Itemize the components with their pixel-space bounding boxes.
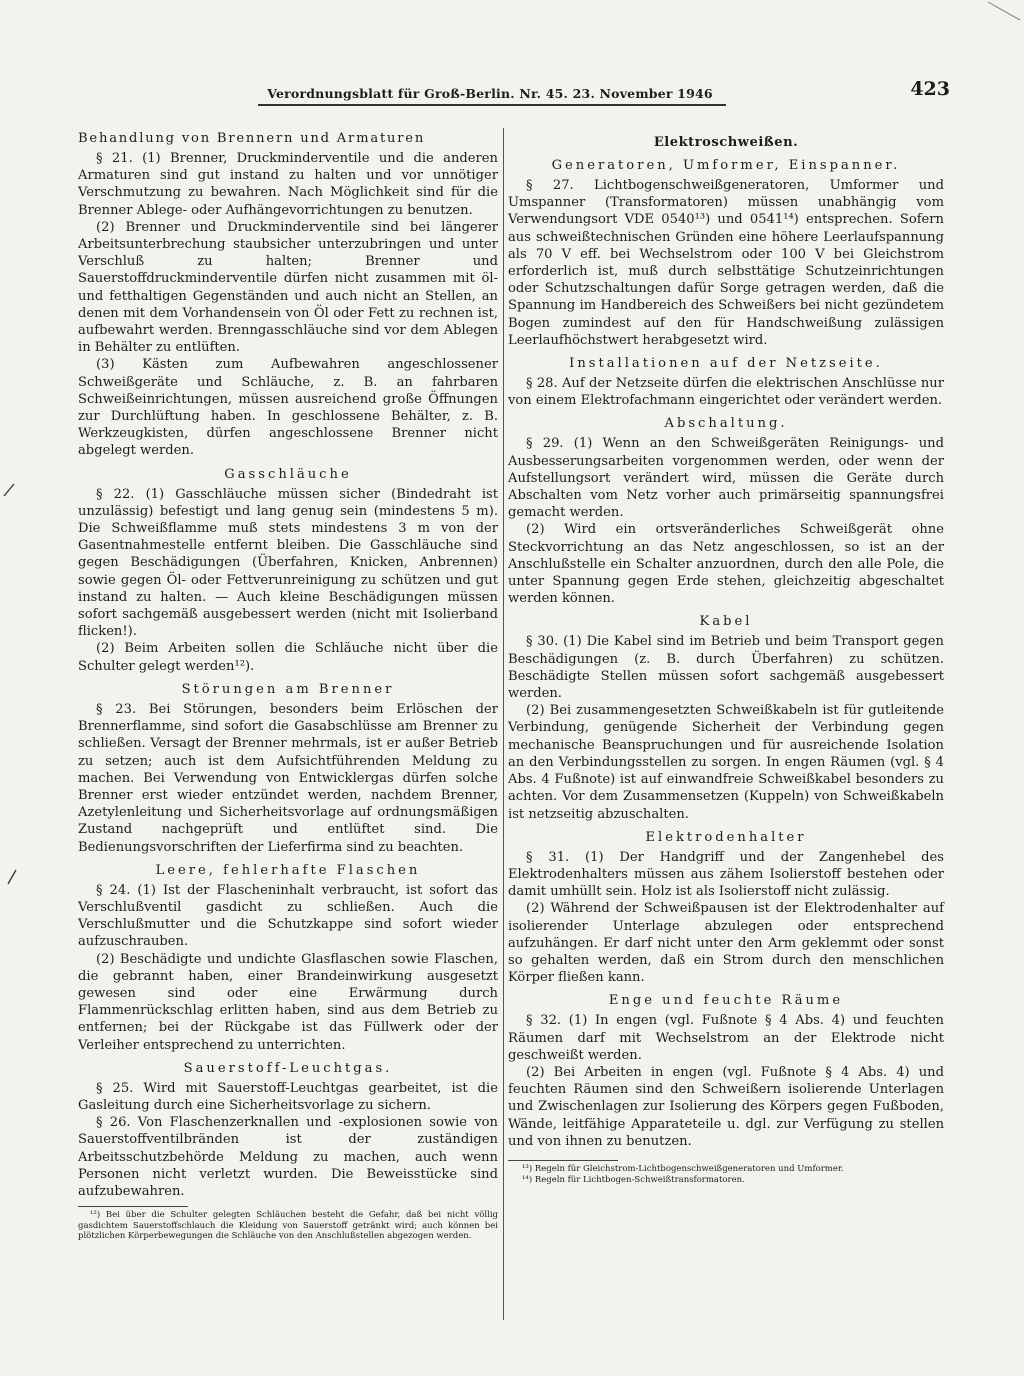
margin-mark-icon bbox=[4, 866, 24, 888]
footnote: ¹³) Regeln für Gleichstrom-Lichtbogenschweißgeneratoren und Umformer. bbox=[522, 1163, 844, 1174]
paragraph: (2) Brenner und Druckminderventile sind bei längerer Arbeitsunterbrechung staubsicher unterzubringen und unter Verschluß zu halten; Brenner und Sauerstoffdruckminderventile dürfen nicht zusammen mit öl- und fetthaltigen Gegenständen und auch nicht an Stellen, an denen mit dem Vorhandensein von Öl oder Fett zu rechnen ist, aufbewahrt werden. Brenngasschläuche sind vor dem Ablegen in Behälter zu entlüften. bbox=[78, 219, 498, 356]
margin-mark-icon bbox=[0, 478, 24, 502]
paragraph: § 24. (1) Ist der Flascheninhalt verbraucht, ist sofort das Verschlußventil gasdicht zu schließen. Auch die Verschlußmutter und die Schutzkappe sind sofort wieder aufzuschrauben. bbox=[78, 882, 498, 950]
paragraph: § 32. (1) In engen (vgl. Fußnote § 4 Abs. 4) und feuchten Räumen darf mit Wechselstrom an der Elektrode nicht geschweißt werden. bbox=[508, 1013, 944, 1063]
paragraph: (2) Beschädigte und undichte Glasflaschen sowie Flaschen, die gebrannt haben, einer Brandeinwirkung ausgesetzt gewesen sind oder eine Erwärmung durch Flammenrückschlag erlitten haben, sind aus dem Betrieb zu entfernen; bei der Rückgabe ist das Füllwerk oder der Verleiher entsprechend zu unterrichten. bbox=[78, 951, 498, 1053]
column-divider bbox=[503, 128, 504, 1320]
paragraph: (2) Bei Arbeiten in engen (vgl. Fußnote § 4 Abs. 4) und feuchten Räumen sind den Schweißern isolierende Unterlagen und Zwischenlagen zur Isolierung des Körpers gegen Fußboden, Wände, leitfähige Apparateteile u. dgl. zur Verfügung zu stellen und von ihnen zu benutzen. bbox=[508, 1064, 944, 1149]
section-heading: Gasschläuche bbox=[224, 466, 352, 482]
footnote: ¹²) Bei über die Schulter gelegten Schläuchen besteht die Gefahr, daß bei nicht völlig gasdichtem Sauerstoffschlauch die Kleidung von Sauerstoff getränkt wird; auch können bei plötzlichen Körperbewegungen die Schläuche von den Anschlußstellen abgezogen werden. bbox=[78, 1210, 498, 1242]
paragraph: § 29. (1) Wenn an den Schweißgeräten Reinigungs- und Ausbesserungsarbeiten vorgenommen werden, oder wenn der Aufstellungsort verändert wird, müssen die Geräte durch Abschalten vom Netz vorher auch primärseitig spannungsfrei gemacht werden. bbox=[508, 436, 944, 521]
paragraph: § 31. (1) Der Handgriff und der Zangenhebel des Elektrodenhalters müssen aus zähem Isolierstoff bestehen oder damit umhüllt sein. Holz ist als Isolierstoff nicht zulässig. bbox=[508, 849, 944, 900]
section-heading: Leere, fehlerhafte Flaschen bbox=[155, 862, 421, 878]
section-heading: Elektroschweißen. bbox=[653, 135, 799, 150]
paragraph: § 27. Lichtbogenschweißgeneratoren, Umformer und Umspanner (Transformatoren) müssen unabhängig vom Verwendungsort VDE 0540¹³) und 0541¹⁴) entsprechen. Sofern aus schweißtechnischen Gründen eine höhere Leerlaufspannung als 70 V eff. bei Wechselstrom oder 100 V bei Gleichstrom erforderlich ist, muß durch selbsttätige Schutzeinrichtungen oder Schutzschaltungen dafür Sorge getragen werden, daß die Spannung im Handbereich des Schweißers bei nicht gezündetem Bogen zumindest auf den für Handschweißung zulässigen Leerlaufhöchstwert herabgesetzt wird. bbox=[508, 178, 944, 348]
page-number: 423 bbox=[910, 78, 950, 100]
section-heading: Behandlung von Brennern und Armaturen bbox=[78, 131, 426, 146]
section-heading: Elektrodenhalter bbox=[645, 829, 807, 845]
paragraph: § 30. (1) Die Kabel sind im Betrieb und beim Transport gegen Beschädigungen (z. B. durch Überfahren) zu schützen. Beschädigte Stellen müssen sofort sachgemäß ausgebessert werden. bbox=[508, 634, 944, 702]
section-heading: Generatoren, Umformer, Einspanner. bbox=[551, 158, 901, 173]
section-heading: Störungen am Brenner bbox=[181, 681, 395, 697]
section-heading: Enge und feuchte Räume bbox=[608, 993, 844, 1009]
running-header: Verordnungsblatt für Groß-Berlin. Nr. 45. 23. November 1946 bbox=[267, 86, 713, 101]
corner-fold-icon bbox=[984, 0, 1024, 24]
header-rule bbox=[258, 104, 726, 106]
paragraph: § 28. Auf der Netzseite dürfen die elektrischen Anschlüsse nur von einem Elektrofachmann eingerichtet oder verändert werden. bbox=[508, 376, 944, 409]
left-column bbox=[78, 128, 498, 1243]
paragraph: § 22. (1) Gasschläuche müssen sicher (Bindedraht ist unzulässig) befestigt und lang genug sein (mindestens 5 m). Die Schweißflamme muß stets mindestens 3 m von der Gasentnahmestelle entfernt bleiben. Die Gasschläuche sind gegen Beschädigungen (Überfahren, Knicken, Anbrennen) sowie gegen Öl- oder Fettverunreinigung zu schützen und gut instand zu halten. — Auch kleine Beschädigungen müssen sofort sachgemäß ausgebessert werden (nicht mit Isolierband flicken!). bbox=[78, 486, 498, 640]
paragraph: (2) Wird ein ortsveränderliches Schweißgerät ohne Steckvorrichtung an das Netz angeschlossen, so ist an der Anschlußstelle ein Schalter anzuordnen, durch den alle Pole, die unter Spannung gegen Erde stehen, gleichzeitig abgeschaltet werden können. bbox=[508, 522, 944, 607]
paragraph: § 26. Von Flaschenzerknallen und -explosionen sowie von Sauerstoffventilbränden ist der zuständigen Arbeitsschutzbehörde Meldung zu machen, auch wenn Personen nicht verletzt wurden. Die Beweisstücke sind aufzubewahren. bbox=[78, 1115, 498, 1199]
paragraph: § 21. (1) Brenner, Druckminderventile und die anderen Armaturen sind gut instand zu halten und vor unnötiger Verschmutzung zu bewahren. Nach Möglichkeit sind für die Brenner Ablege- oder Aufhängevorrichtungen zu benutzen. bbox=[78, 151, 498, 218]
right-column bbox=[508, 128, 944, 1187]
paragraph: (2) Bei zusammengesetzten Schweißkabeln ist für gutleitende Verbindung, genügende Sicherheit der Verbindung gegen mechanische Beanspruchungen und für ausreichende Isolation an den Verbindungsstellen zu sorgen. In engen Räumen (vgl. § 4 Abs. 4 Fußnote) ist auf einwandfreie Schweißkabel besonders zu achten. Vor dem Zusammensetzen (Kuppeln) von Schweißkabeln ist netzseitig abzuschalten. bbox=[508, 703, 944, 822]
section-heading: Abschaltung. bbox=[664, 416, 788, 432]
footnote-rule bbox=[508, 1160, 618, 1161]
paragraph: § 25. Wird mit Sauerstoff-Leuchtgas gearbeitet, ist die Gasleitung durch eine Sicherheitsvorlage zu sichern. bbox=[78, 1080, 498, 1113]
section-heading: Sauerstoff-Leuchtgas. bbox=[183, 1060, 393, 1076]
paragraph: § 23. Bei Störungen, besonders beim Erlöschen der Brennerflamme, sind sofort die Gasabschlüsse am Brenner zu schließen. Versagt der Brenner mehrmals, ist er außer Betrieb zu setzen; auch ist dem Aufsichtführenden Meldung zu machen. Bei Verwendung von Entwicklergas dürfen solche Brenner erst wieder entzündet werden, nachdem Brenner, Azetylenleitung und Sicherheitsvorlage auf ordnungsmäßigen Zustand nachgeprüft und entlüftet sind. Die Bedienungsvorschriften der Lieferfirma sind zu beachten. bbox=[78, 701, 498, 855]
paragraph: (2) Beim Arbeiten sollen die Schläuche nicht über die Schulter gelegt werden¹²). bbox=[78, 641, 498, 674]
section-heading: Kabel bbox=[699, 614, 753, 630]
paragraph: (3) Kästen zum Aufbewahren angeschlossener Schweißgeräte und Schläuche, z. B. an fahrbaren Schweißeinrichtungen, müssen ausreichend große Öffnungen zur Durchlüftung haben. In geschlossene Behälter, z. B. Werkzeugkisten, dürfen angeschlossene Brenner nicht abgelegt werden. bbox=[78, 357, 498, 459]
footnote: ¹⁴) Regeln für Lichtbogen-Schweißtransformatoren. bbox=[522, 1175, 745, 1186]
paragraph: (2) Während der Schweißpausen ist der Elektrodenhalter auf isolierender Unterlage abzulegen oder entsprechend aufzuhängen. Er darf nicht unter den Arm geklemmt oder sonst so gehalten werden, daß ein Strom durch den menschlichen Körper fließen kann. bbox=[508, 901, 944, 986]
footnote-rule bbox=[78, 1206, 188, 1207]
section-heading: Installationen auf der Netzseite. bbox=[569, 356, 883, 372]
